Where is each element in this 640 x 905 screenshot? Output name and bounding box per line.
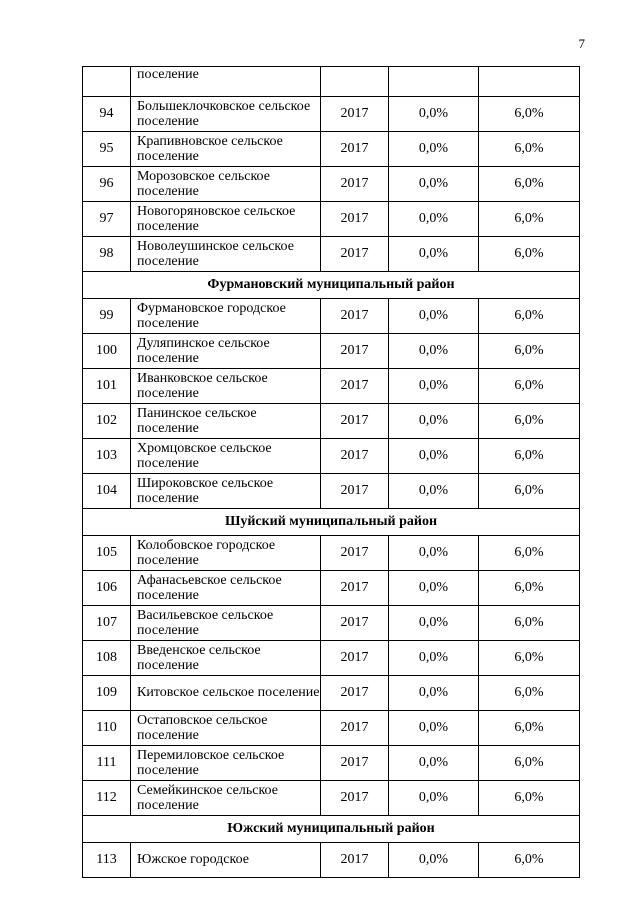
row-number: 99: [83, 299, 131, 334]
value-1-cell: 0,0%: [389, 676, 479, 711]
year-cell: 2017: [321, 97, 389, 132]
value-1-cell: 0,0%: [389, 641, 479, 676]
district-heading: Южский муниципальный район: [83, 816, 580, 843]
table-row: [83, 237, 580, 272]
settlement-name: поселение: [131, 67, 321, 97]
table-row: [83, 202, 580, 237]
year-cell: 2017: [321, 167, 389, 202]
value-1-cell: 0,0%: [389, 843, 479, 878]
value-2-cell: 6,0%: [479, 299, 580, 334]
value-2-cell: 6,0%: [479, 97, 580, 132]
settlement-name: Хромцовское сельское поселение: [131, 439, 321, 474]
settlement-name: Большеклочковское сельское поселение: [131, 97, 321, 132]
value-1-cell: 0,0%: [389, 404, 479, 439]
value-1-cell: 0,0%: [389, 132, 479, 167]
value-1-cell: 0,0%: [389, 202, 479, 237]
value-2-cell: 6,0%: [479, 571, 580, 606]
table-row: [83, 334, 580, 369]
year-cell: 2017: [321, 641, 389, 676]
value-1-cell: 0,0%: [389, 746, 479, 781]
value-1-cell: [389, 67, 479, 97]
row-number: 112: [83, 781, 131, 816]
value-1-cell: 0,0%: [389, 369, 479, 404]
settlement-name: Афанасьевское сельское поселение: [131, 571, 321, 606]
row-number: 107: [83, 606, 131, 641]
value-2-cell: 6,0%: [479, 404, 580, 439]
value-1-cell: 0,0%: [389, 299, 479, 334]
table-row: [83, 781, 580, 816]
year-cell: 2017: [321, 237, 389, 272]
settlement-name: Широковское сельское поселение: [131, 474, 321, 509]
row-number: [83, 67, 131, 97]
table-row: [83, 369, 580, 404]
row-number: 101: [83, 369, 131, 404]
value-1-cell: 0,0%: [389, 571, 479, 606]
settlement-name: Южское городское: [131, 843, 321, 878]
year-cell: 2017: [321, 711, 389, 746]
value-1-cell: 0,0%: [389, 237, 479, 272]
table-row: [83, 606, 580, 641]
settlement-name: Остаповское сельское поселение: [131, 711, 321, 746]
year-cell: 2017: [321, 746, 389, 781]
row-number: 105: [83, 536, 131, 571]
year-cell: 2017: [321, 606, 389, 641]
table-row: [83, 132, 580, 167]
value-2-cell: 6,0%: [479, 132, 580, 167]
row-number: 94: [83, 97, 131, 132]
row-number: 108: [83, 641, 131, 676]
row-number: 98: [83, 237, 131, 272]
row-number: 95: [83, 132, 131, 167]
value-2-cell: 6,0%: [479, 167, 580, 202]
value-2-cell: 6,0%: [479, 237, 580, 272]
value-1-cell: 0,0%: [389, 97, 479, 132]
table-row: [83, 439, 580, 474]
settlement-name: Дуляпинское сельское поселение: [131, 334, 321, 369]
year-cell: 2017: [321, 334, 389, 369]
settlement-name: Новогоряновское сельское поселение: [131, 202, 321, 237]
table-row: [83, 746, 580, 781]
settlement-name: Китовское сельское поселение: [131, 676, 321, 711]
settlement-name: Семейкинское сельское поселение: [131, 781, 321, 816]
value-2-cell: 6,0%: [479, 334, 580, 369]
year-cell: 2017: [321, 202, 389, 237]
year-cell: 2017: [321, 843, 389, 878]
settlement-name: Васильевское сельское поселение: [131, 606, 321, 641]
value-2-cell: 6,0%: [479, 676, 580, 711]
row-number: 109: [83, 676, 131, 711]
year-cell: [321, 67, 389, 97]
value-1-cell: 0,0%: [389, 439, 479, 474]
value-1-cell: 0,0%: [389, 474, 479, 509]
value-2-cell: 6,0%: [479, 202, 580, 237]
table-row: [83, 536, 580, 571]
row-number: 104: [83, 474, 131, 509]
value-2-cell: 6,0%: [479, 781, 580, 816]
row-number: 97: [83, 202, 131, 237]
table-row: [83, 641, 580, 676]
settlement-name: Перемиловское сельское поселение: [131, 746, 321, 781]
settlement-name: Колобовское городское поселение: [131, 536, 321, 571]
value-2-cell: 6,0%: [479, 606, 580, 641]
district-heading-row: [83, 509, 580, 536]
table-row: [83, 299, 580, 334]
value-2-cell: 6,0%: [479, 439, 580, 474]
year-cell: 2017: [321, 536, 389, 571]
row-number: 102: [83, 404, 131, 439]
table-row: [83, 474, 580, 509]
district-heading-row: [83, 272, 580, 299]
row-number: 100: [83, 334, 131, 369]
page-number: 7: [578, 36, 585, 51]
year-cell: 2017: [321, 132, 389, 167]
value-1-cell: 0,0%: [389, 606, 479, 641]
value-2-cell: 6,0%: [479, 711, 580, 746]
settlement-name: Иванковское сельское поселение: [131, 369, 321, 404]
value-2-cell: 6,0%: [479, 474, 580, 509]
row-number: 111: [83, 746, 131, 781]
table-row: [83, 676, 580, 711]
settlements-table: [82, 66, 580, 878]
settlement-name: Морозовское сельское поселение: [131, 167, 321, 202]
value-2-cell: 6,0%: [479, 369, 580, 404]
value-1-cell: 0,0%: [389, 334, 479, 369]
row-number: 103: [83, 439, 131, 474]
year-cell: 2017: [321, 299, 389, 334]
value-1-cell: 0,0%: [389, 781, 479, 816]
table-body: [83, 67, 580, 878]
district-heading-row: [83, 816, 580, 843]
row-number: 96: [83, 167, 131, 202]
table-row: [83, 167, 580, 202]
table-row: [83, 97, 580, 132]
table-row: [83, 404, 580, 439]
value-2-cell: [479, 67, 580, 97]
year-cell: 2017: [321, 439, 389, 474]
table-row: [83, 571, 580, 606]
year-cell: 2017: [321, 404, 389, 439]
row-number: 106: [83, 571, 131, 606]
settlement-name: Введенское сельское поселение: [131, 641, 321, 676]
year-cell: 2017: [321, 676, 389, 711]
value-1-cell: 0,0%: [389, 711, 479, 746]
row-number: 110: [83, 711, 131, 746]
value-2-cell: 6,0%: [479, 536, 580, 571]
district-heading: Шуйский муниципальный район: [83, 509, 580, 536]
settlement-name: Крапивновское сельское поселение: [131, 132, 321, 167]
row-number: 113: [83, 843, 131, 878]
settlement-name: Новолеушинское сельское поселение: [131, 237, 321, 272]
year-cell: 2017: [321, 781, 389, 816]
settlement-name: Фурмановское городское поселение: [131, 299, 321, 334]
value-1-cell: 0,0%: [389, 536, 479, 571]
value-2-cell: 6,0%: [479, 843, 580, 878]
table-row-continuation: [83, 67, 580, 97]
year-cell: 2017: [321, 571, 389, 606]
table-row: [83, 711, 580, 746]
year-cell: 2017: [321, 474, 389, 509]
table-row: [83, 843, 580, 878]
value-1-cell: 0,0%: [389, 167, 479, 202]
district-heading: Фурмановский муниципальный район: [83, 272, 580, 299]
value-2-cell: 6,0%: [479, 641, 580, 676]
settlement-name: Панинское сельское поселение: [131, 404, 321, 439]
value-2-cell: 6,0%: [479, 746, 580, 781]
year-cell: 2017: [321, 369, 389, 404]
